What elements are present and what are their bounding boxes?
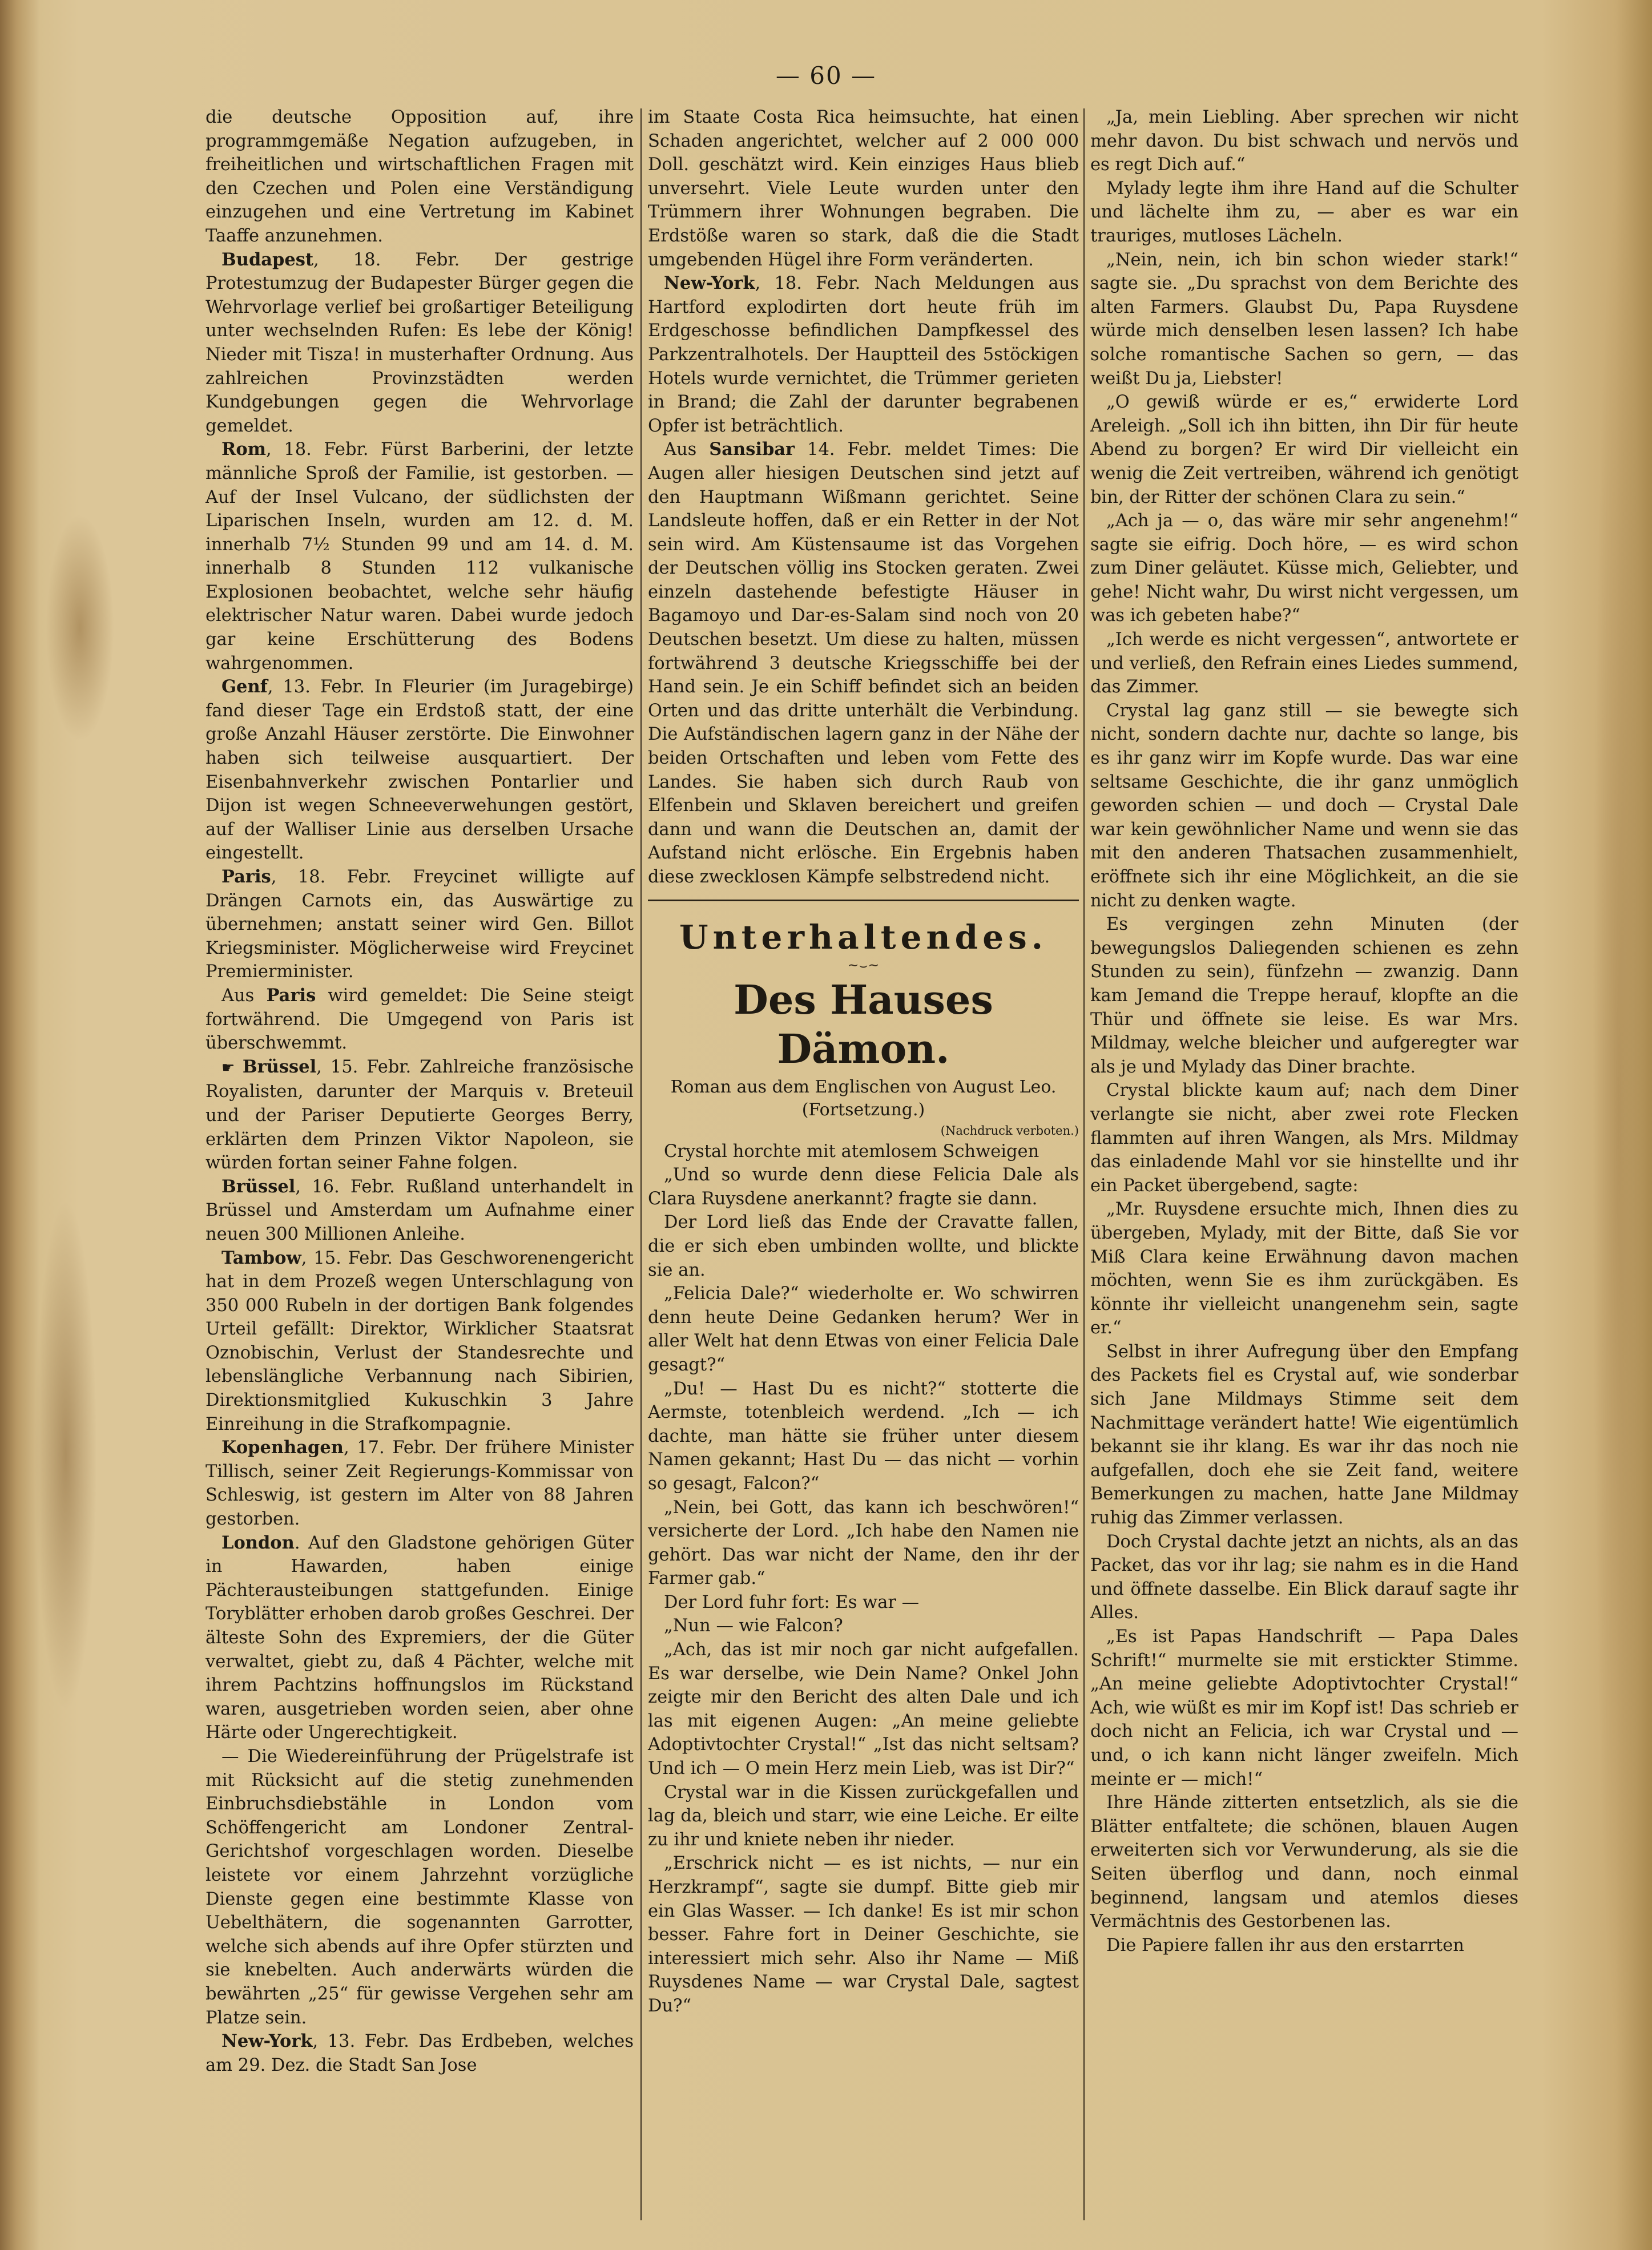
novel-paragraph: „Erschrick nicht — es ist nichts, — nur ein Herzkrampf“, sagte sie dumpf. Bitte gieb mir ein Glas Wasser. — Ich danke! Es ist mir schon besser. Fahre fort in Deiner Geschichte, sie interessiert mich sehr. Also ihr Name — Miß Ruysdenes Name — war Crystal Dale, sagtest Du?“ xyxy=(648,1853,1079,2016)
flourish-ornament: ~⌣~ xyxy=(847,957,880,973)
dateline-place: Brüssel xyxy=(242,1056,317,1077)
news-item xyxy=(206,2030,634,2077)
column-1 xyxy=(206,106,634,2077)
news-text: , 18. Febr. Nach Meldungen aus Hartford explodirten dort heute früh im Erdgeschosse befindlichen Dampfkessel des Parkzentralhotels. Der Hauptteil des 5stöckigen Hotels wurde vernichtet, die Trümmer gerieten in Brand; die Zahl der darunter begrabenen Opfer ist beträchtlich. xyxy=(648,273,1079,436)
column-3 xyxy=(1090,106,1518,1957)
novel-paragraph: Doch Crystal dachte jetzt an nichts, als an das Packet, das vor ihr lag; sie nahm es in die Hand und öffnete dasselbe. Ein Blick darauf sagte ihr Alles. xyxy=(1090,1531,1518,1623)
news-text: , 18. Febr. Freycinet willigte auf Drängen Carnots ein, das Auswärtige zu übernehmen; anstatt seiner wird Gen. Billot Kriegsminister. Möglicherweise wird Freycinet Premierminister. xyxy=(206,867,634,982)
novel-title: Des Hauses Dämon. xyxy=(734,975,993,1072)
section-heading: Unterhaltendes. xyxy=(679,917,1047,957)
news-text: , 18. Febr. Der gestrige Protestumzug der Budapester Bürger gegen die Wehrvorlage verlief bei großartiger Beteiligung unter wechselnden Rufen: Es lebe der König! Nieder mit Tisza! in musterhafter Ordnung. Aus zahlreichen Provinzstädten werden Kundgebungen gegen die Wehrvorlage gemeldet. xyxy=(206,249,634,436)
news-item xyxy=(206,1055,634,1175)
novel-paragraph: „Ja, mein Liebling. Aber sprechen wir nicht mehr davon. Du bist schwach und nervös und es regt Dich auf.“ xyxy=(1090,107,1518,175)
dateline-place: New-York xyxy=(664,273,755,294)
news-item xyxy=(206,1436,634,1531)
novel-paragraph: Selbst in ihrer Aufregung über den Empfang des Packets fiel es Crystal auf, wie sonderbar sich Jane Mildmays Stimme seit dem Nachmittage verändert hatte! Wie eigentümlich bekannt sie ihr klang. Es war ihr das noch nie aufgefallen, doch ehe sie Zeit fand, weitere Bemerkungen zu machen, hatte Jane Mildmay ruhig das Zimmer verlassen. xyxy=(1090,1341,1518,1529)
news-item xyxy=(206,675,634,865)
news-text: 14. Febr. meldet Times: Die Augen aller hiesigen Deutschen sind jetzt auf den Hauptmann Wißmann gerichtet. Seine Landsleute hoffen, daß er ein Retter in der Not sein wird. Am Küstensaume ist das Vorgehen der Deutschen völlig ins Stocken geraten. Zwei einzeln dastehende befestigte Häuser in Bagamoyo und Dar-es-Salam sind noch von 20 Deutschen besetzt. Um diese zu halten, müssen fortwährend 3 deutsche Kriegsschiffe bei der Hand sein. Je ein Schiff befindet sich an beiden Orten und das dritte unterhält die Verbindung. Die Aufständischen lagern ganz in der Nähe der beiden Ortschaften und leben vom Fette des Landes. Sie haben sich durch Raub von Elfenbein und Sklaven bereichert und greifen dann und wann die Deutschen an, damit der Aufstand nicht erlösche. Ein Ergebnis haben diese zwecklosen Kämpfe selbstredend nicht. xyxy=(648,439,1079,887)
paper-stain xyxy=(1593,171,1644,2055)
novel-paragraph: Die Papiere fallen ihr aus den erstarrten xyxy=(1106,1935,1464,1955)
novel-paragraph: Ihre Hände zitterten entsetzlich, als sie die Blätter entfaltete; die schönen, blauen Augen erweiterten sich vor Verwunderung, als sie die Seiten überflog und dann, noch einmal beginnend, langsam und atemlos dieses Vermächtnis des Gestorbenen las. xyxy=(1090,1793,1518,1932)
novel-paragraph: „O gewiß würde er es,“ erwiderte Lord Areleigh. „Soll ich ihn bitten, ihn Dir für heute Abend zu borgen? Er wird Dir vielleicht ein wenig die Zeit vertreiben, während ich genötigt bin, der Ritter der schönen Clara zu sein.“ xyxy=(1090,392,1518,507)
novel-paragraph: „Ach ja — o, das wäre mir sehr angenehm!“ sagte sie eifrig. Doch höre, — es wird schon zum Diner geläutet. Küsse mich, Geliebter, und gehe! Nicht wahr, Du wirst nicht vergessen, um was ich gebeten habe?“ xyxy=(1090,511,1518,626)
column-rule xyxy=(1083,108,1085,2220)
news-item xyxy=(648,106,1079,272)
novel-paragraph: Crystal horchte mit atemlosem Schweigen xyxy=(664,1141,1039,1162)
news-text: , 17. Febr. Der frühere Minister Tillisch, seiner Zeit Regierungs-Kommissar von Schleswig, ist gestern im Alter von 88 Jahren gestorben. xyxy=(206,1438,634,1530)
novel-paragraph: Crystal lag ganz still — sie bewegte sich nicht, sondern dachte nur, dachte so lange, bis es ihr ganz wirr im Kopfe wurde. Das war eine seltsame Geschichte, die ihr ganz unmöglich geworden schien — und doch — Crystal Dale war kein gewöhnlicher Name und wenn sie das mit den anderen Thatsachen zusammenhielt, eröffnete sich ihr eine Möglichkeit, an die sie nicht zu denken wagte. xyxy=(1090,700,1518,911)
dateline-place: Paris xyxy=(266,985,316,1006)
paper-stain xyxy=(34,1199,97,1712)
news-item xyxy=(206,106,634,248)
news-text: , 13. Febr. In Fleurier (im Juragebirge) fand dieser Tage ein Erdstoß statt, der eine große Anzahl Häuser zerstörte. Die Einwohner haben sich teilweise ausquartiert. Der Eisenbahnverkehr zwischen Pontarlier und Dijon ist wegen Schneeverwehungen gestört, auf der Walliser Linie aus derselben Ursache eingestellt. xyxy=(206,677,634,864)
novel-paragraph: „Nein, nein, ich bin schon wieder stark!“ sagte sie. „Du sprachst von dem Berichte des alten Farmers. Glaubst Du, Papa Ruysdene würde mich denselben lesen lassen? Ich habe solche romantische Sachen so gern, — das weißt Du ja, Liebster! xyxy=(1090,249,1518,389)
news-item xyxy=(206,248,634,438)
news-item xyxy=(206,1531,634,1745)
dateline-place: Paris xyxy=(221,866,271,887)
column-2 xyxy=(648,106,1079,2018)
novel-paragraph: Der Lord ließ das Ende der Cravatte fallen, die er sich eben umbinden wollte, und blickte sie an. xyxy=(648,1212,1079,1280)
novel-continuation: (Fortsetzung.) xyxy=(801,1099,925,1120)
novel-paragraph: Mylady legte ihm ihre Hand auf die Schulter und lächelte ihm zu, — aber es war ein trauriges, mutloses Lächeln. xyxy=(1090,178,1518,246)
dateline-place: London xyxy=(221,1532,295,1553)
dateline-place: Rom xyxy=(221,439,266,460)
novel-paragraph: „Und so wurde denn diese Felicia Dale als Clara Ruysdene anerkannt? fragte sie dann. xyxy=(648,1165,1079,1209)
dateline-place: Kopenhagen xyxy=(221,1437,344,1458)
news-text: — Die Wiedereinführung der Prügelstrafe ist mit Rücksicht auf die stetig zunehmenden Einbruchsdiebstähle in London vom Schöffengericht am Londoner Zentral-Gerichtshof vorgeschlagen worden. Dieselbe leistete vor einem Jahrzehnt vorzügliche Dienste gegen eine bestimmte Klasse von Uebelthätern, die sogenannten Garrotter, welche sich abends auf ihre Opfer stürzten und sie knebelten. Auch anderwärts würden die bewährten „25“ für gewisse Vergehen sehr am Platze sein. xyxy=(206,1746,634,2028)
novel-paragraph: „Ich werde es nicht vergessen“, antwortete er und verließ, den Refrain eines Liedes summend, das Zimmer. xyxy=(1090,630,1518,697)
novel-subtitle: Roman aus dem Englischen von August Leo. xyxy=(670,1076,1057,1097)
news-item xyxy=(206,1745,634,2030)
dateline-place: Genf xyxy=(221,676,268,697)
dateline-place: New-York xyxy=(221,2031,313,2052)
novel-paragraph: Es vergingen zehn Minuten (der bewegungslos Daliegenden schienen es zehn Stunden zu sein), fünfzehn — zwanzig. Dann kam Jemand die Treppe herauf, klopfte an die Thür und öffnete sie leise. Es war Mrs. Mildmay, welche bleicher und aufgeregter war als je und Mylady das Diner brachte. xyxy=(1090,914,1518,1077)
news-text: die deutsche Opposition auf, ihre programmgemäße Negation aufzugeben, in freiheitlichen und wirtschaftlichen Fragen mit den Czechen und Polen eine Verständigung einzugehen und eine Vertretung im Kabinet Taaffe anzunehmen. xyxy=(206,107,634,246)
dateline-place: Brüssel xyxy=(221,1176,296,1197)
novel-paragraph: Crystal war in die Kissen zurückgefallen und lag da, bleich und starr, wie eine Leiche. Er eilte zu ihr und kniete neben ihr nieder. xyxy=(648,1782,1079,1850)
novel-paragraph: „Ach, das ist mir noch gar nicht aufgefallen. Es war derselbe, wie Dein Name? Onkel John zeigte mir den Bericht des alten Dale und ich las mit eigenen Augen: „An meine geliebte Adoptivtochter Crystal!“ „Ist das nicht seltsam? Und ich — O mein Herz mein Lieb, was ist Dir?“ xyxy=(648,1640,1079,1779)
news-items xyxy=(648,106,1079,889)
news-text: , 18. Febr. Fürst Barberini, der letzte männliche Sproß der Familie, ist gestorben. — Auf der Insel Vulcano, der südlichsten der Liparischen Inseln, wurden am 12. d. M. innerhalb 7½ Stunden 99 und am 14. d. M. innerhalb 8 Stunden 112 vulkanische Explosionen beobachtet, welche sehr häufig elektrischer Natur waren. Dabei wurde jedoch gar keine Erschütterung des Bodens wahrgenommen. xyxy=(206,439,634,674)
news-item xyxy=(206,984,634,1055)
news-item xyxy=(206,1175,634,1247)
news-item xyxy=(648,272,1079,438)
novel-paragraph: „Mr. Ruysdene ersuchte mich, Ihnen dies zu übergeben, Mylady, mit der Bitte, daß Sie vor Miß Clara keine Erwähnung davon machen möchten, wenn Sie es ihm zurückgäben. Es könnte ihr vielleicht unangenehm sein, sagte er.“ xyxy=(1090,1199,1518,1338)
section-rule xyxy=(648,900,1079,901)
paper-stain xyxy=(46,514,114,742)
page-number: — 60 — xyxy=(775,62,877,90)
news-item xyxy=(206,438,634,675)
pointing-hand-icon: ☛ xyxy=(221,1059,243,1076)
novel-paragraph: „Nein, bei Gott, das kann ich beschwören!“ versicherte der Lord. „Ich habe den Namen nie gehört. Das war nicht der Name, den ihr der Farmer gab.“ xyxy=(648,1497,1079,1589)
news-text: , 15. Febr. Das Geschworenengericht hat in dem Prozeß wegen Unterschlagung von 350 000 Rubeln in der dortigen Bank folgendes Urteil gefällt: Direktor, Wirklicher Staatsrat Oznobischin, Verlust der Standesrechte und lebenslängliche Verbannung nach Sibirien, Direktionsmitglied Kukuschkin 3 Jahre Einreihung in die Strafkompagnie. xyxy=(206,1248,634,1434)
dateline-place: Budapest xyxy=(221,249,314,270)
news-text: . Auf den Gladstone gehörigen Güter in Hawarden, haben einige Pächterausteibungen stattgefunden. Einige Toryblätter erhoben darob großes Geschrei. Der älteste Sohn des Expremiers, der die Güter verwaltet, giebt zu, daß 4 Pächter, welche mit ihrem Pachtzins hoffnungslos im Rückstand waren, ausgetrieben worden seien, aber ohne Härte oder Ungerechtigkeit. xyxy=(206,1533,634,1743)
novel-paragraph: „Es ist Papas Handschrift — Papa Dales Schrift!“ murmelte sie mit erstickter Stimme. „An meine geliebte Adoptivtochter Crystal!“ Ach, wie wüßt es mir im Kopf ist! Das schrieb er doch nicht an Felicia, ich war Crystal und — und, o ich kann nicht länger zweifeln. Mich meinte er — mich!“ xyxy=(1090,1627,1518,1789)
novel-text xyxy=(648,1140,1079,2018)
news-text: , 15. Febr. Zahlreiche französische Royalisten, darunter der Marquis v. Breteuil und der Pariser Deputierte Georges Berry, erklärten dem Prinzen Viktor Napoleon, sie würden fortan seiner Fahne folgen. xyxy=(206,1057,634,1174)
news-lead-text: Aus xyxy=(664,439,710,460)
news-item xyxy=(206,1247,634,1437)
novel-paragraph: Crystal blickte kaum auf; nach dem Diner verlangte sie nicht, aber zwei rote Flecken flammten auf ihren Wangen, als Mrs. Mildmay das einladende Mahl vor sie hinstellte und ihr ein Packet übergebend, sagte: xyxy=(1090,1080,1518,1196)
news-text: , 13. Febr. Das Erdbeben, welches am 29. Dez. die Stadt San Jose xyxy=(206,2031,634,2075)
dateline-place: Sansibar xyxy=(709,439,795,460)
reprint-notice: (Nachdruck verboten.) xyxy=(940,1123,1079,1138)
novel-paragraph: „Du! — Hast Du es nicht?“ stotterte die Aermste, totenbleich werdend. „Ich — ich dachte, man hätte sie früher unter diesem Namen gekannt; Hast Du — das nicht — vorhin so gesagt, Falcon?“ xyxy=(648,1378,1079,1494)
news-item xyxy=(206,865,634,984)
news-text: , 16. Febr. Rußland unterhandelt in Brüssel und Amsterdam um Aufnahme einer neuen 300 Millionen Anleihe. xyxy=(206,1176,634,1244)
news-text: wird gemeldet: Die Seine steigt fortwährend. Die Umgegend von Paris ist überschwemmt. xyxy=(206,985,634,1054)
news-text: im Staate Costa Rica heimsuchte, hat einen Schaden angerichtet, welcher auf 2 000 000 Doll. geschätzt wird. Kein einziges Haus blieb unversehrt. Viele Leute wurden unter den Trümmern ihrer Wohnungen begraben. Die Erdstöße waren so stark, daß die die Stadt umgebenden Hügel ihre Form veränderten. xyxy=(648,107,1079,270)
dateline-place: Tambow xyxy=(221,1247,301,1268)
news-lead-text: Aus xyxy=(221,985,267,1006)
novel-paragraph: „Felicia Dale?“ wiederholte er. Wo schwirren denn heute Deine Gedanken herum? Wer in aller Welt hat denn Etwas von einer Felicia Dale gesagt?“ xyxy=(648,1284,1079,1375)
column-rule xyxy=(640,108,642,2220)
novel-paragraph: Der Lord fuhr fort: Es war — xyxy=(664,1592,920,1612)
novel-paragraph: „Nun — wie Falcon? xyxy=(664,1616,843,1636)
news-item xyxy=(648,438,1079,889)
